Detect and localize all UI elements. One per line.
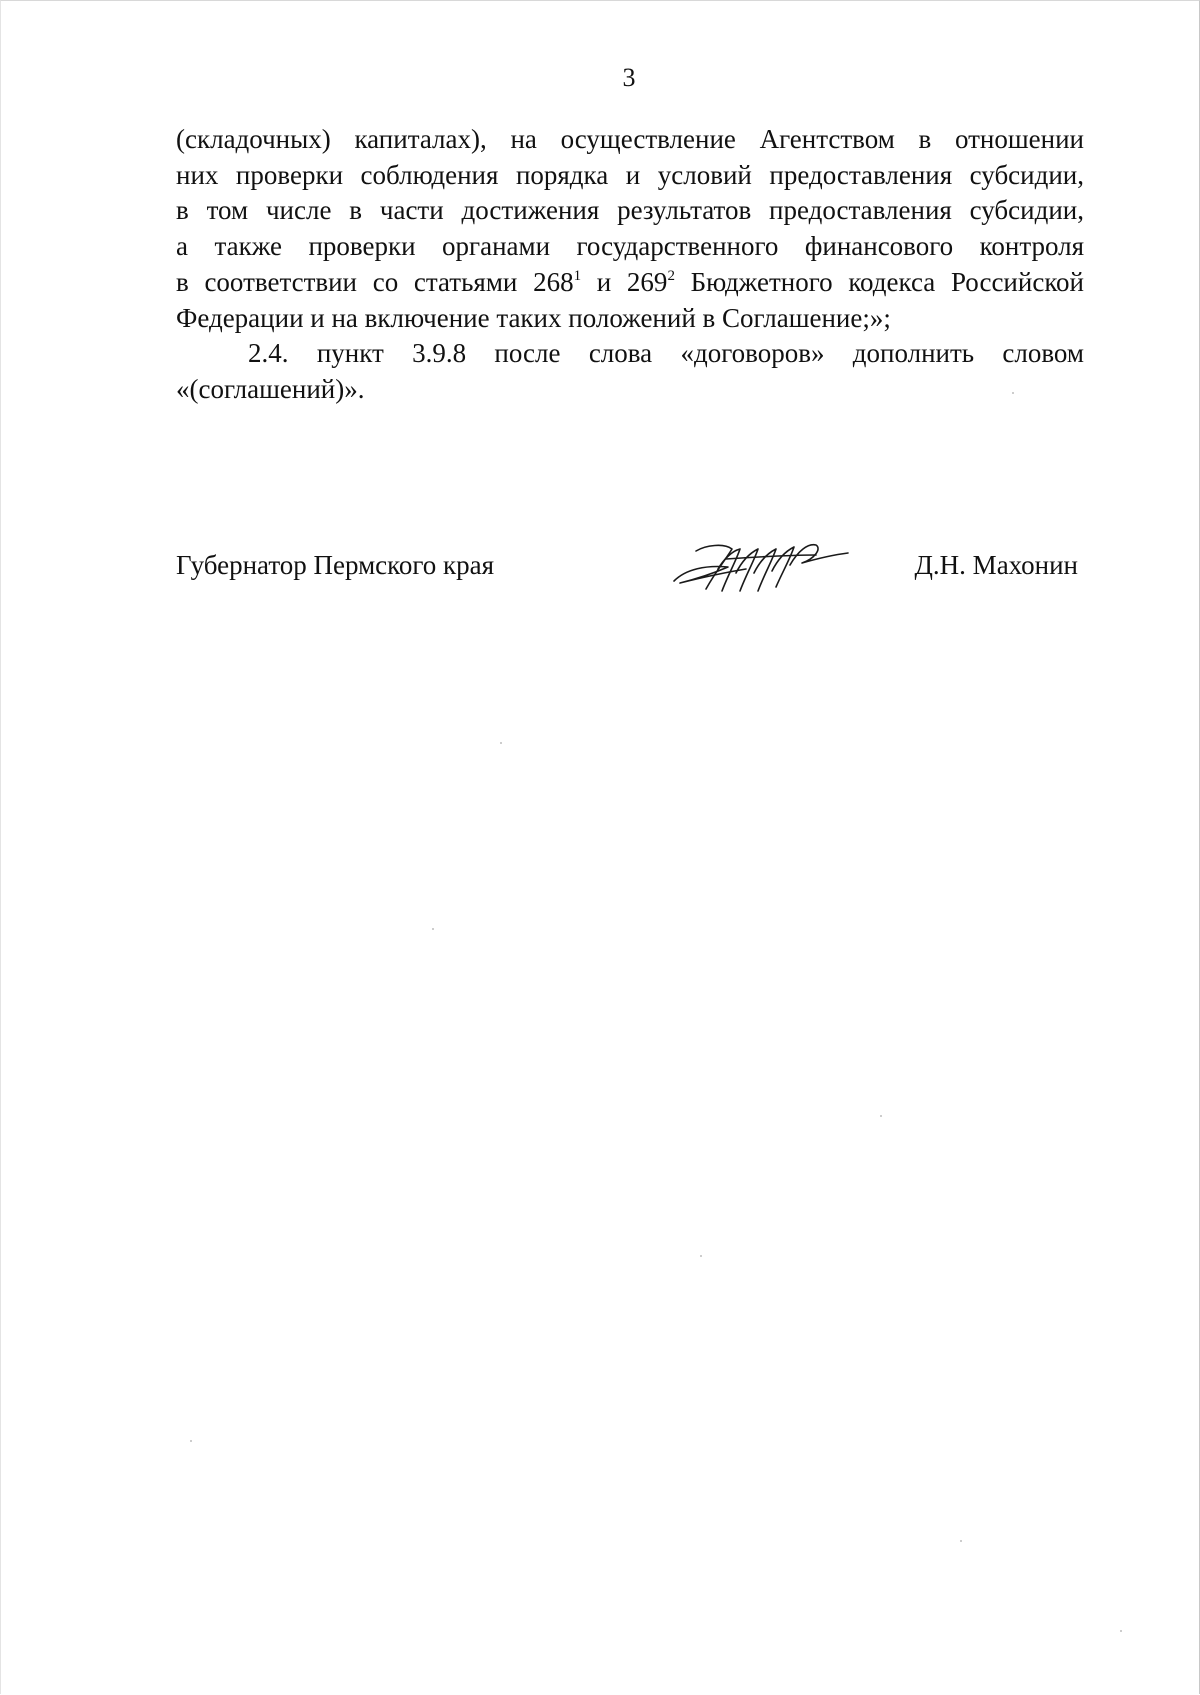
- text-line: (складочных) капиталах), на осуществление Агентством в отношении: [176, 124, 1084, 154]
- page-number: 3: [622, 63, 636, 92]
- signer-name: Д.Н. Махонин: [914, 550, 1078, 580]
- scan-speck: [880, 1115, 882, 1117]
- superscript: 1: [573, 267, 582, 284]
- superscript: 2: [667, 267, 675, 284]
- scan-speck: [1012, 392, 1014, 394]
- text-line: а также проверки органами государственного финансового контроля: [176, 231, 1084, 262]
- scan-speck: [432, 928, 434, 930]
- text-fragment: Бюджетного кодекса Российской: [674, 266, 1085, 297]
- scan-speck: [1120, 1630, 1122, 1632]
- scan-speck: [960, 1540, 962, 1542]
- document-body: [176, 122, 1084, 408]
- scan-speck: [700, 1255, 702, 1257]
- scan-speck: [500, 742, 502, 744]
- text-fragment: в соответствии со статьями 268: [176, 266, 574, 297]
- text-line: «(соглашений)».: [176, 373, 365, 404]
- signer-title: Губернатор Пермского края: [176, 550, 495, 580]
- text-line-with-superscripts: [176, 265, 1084, 301]
- text-line: 2.4. пункт 3.9.8 после слова «договоров» дополнить словом: [248, 338, 1084, 369]
- signature-block: [176, 535, 1080, 595]
- text-fragment: и 269: [581, 266, 668, 297]
- text-line: в том числе в части достижения результатов предоставления субсидии,: [176, 195, 1084, 226]
- handwritten-signature: [666, 529, 856, 599]
- paragraph-continuation: [176, 122, 1084, 336]
- text-line: них проверки соблюдения порядка и условий предоставления субсидии,: [176, 159, 1084, 190]
- paragraph-item-2-4: [176, 336, 1084, 407]
- text-line: Федерации и на включение таких положений в Соглашение;»;: [176, 302, 891, 333]
- scan-speck: [190, 1440, 192, 1442]
